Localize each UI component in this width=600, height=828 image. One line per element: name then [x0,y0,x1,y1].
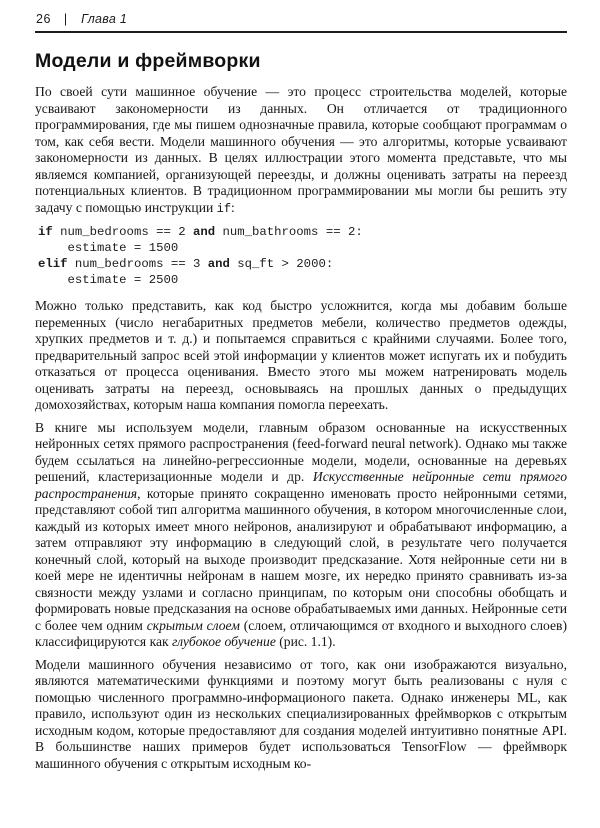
page-header [35,12,567,26]
code-line-4 [38,272,567,288]
code-keyword-and: and [207,257,230,271]
chapter-label: Глава 1 [81,12,128,26]
code-text: sq_ft > 2000: [229,257,334,271]
section-title: Модели и фреймворки [35,50,261,72]
code-text: num_bedrooms == 3 [67,257,208,271]
italic-term-deep-learning: глубокое обучение [172,634,276,649]
header-rule [35,31,567,33]
paragraph-frameworks [35,657,567,773]
text-segment: : [231,199,235,215]
paragraph-intro [35,84,567,217]
code-line-2 [38,240,567,256]
header-separator: | [63,12,68,26]
text-segment: (слоем, отличающимся от входного и выходного слоев) классифицируются как [35,617,567,649]
paragraph-neural-networks [35,420,567,651]
code-text: estimate = 1500 [38,241,179,255]
italic-term-hidden-layer: скрытым слоем [146,617,240,633]
code-block [38,224,567,288]
text-segment: Можно только представить, как код быстро усложнится, когда мы добавим больше переменных (число негабаритных предметов мебели, количество предметов одежды, хрупких предметов и т. д.) и попытаемся справиться с крайними случаями. Более того, предварительный запрос всей этой информации у клиентов может испугать их и побудить отказаться от процесса оценивания. Вместо этого мы можем натренировать модель оценивать затраты на переезд, основываясь на прошлых данных о предыдущих домохозяйствах, которым наша компания помогла переехать. [35,298,567,412]
code-line-3 [38,256,567,272]
text-segment: В книге мы используем модели, главным образом основанные на искусственных нейронных сетях прямого распространения (feed-forward neural network). Однако мы также будем ссылаться на линейно-регрессионные модели, модели, основанные на деревьях решений, кластеризационные модели и др. [35,419,567,484]
text-segment: Модели машинного обучения независимо от того, как они изображаются визуально, являются математическими функциями и поэтому могут быть реализованы с нуля с помощью численного программно-информационого пакета. Однако инженеры ML, как правило, используют один из нескольких специализированных фреймворков с открытым исходным кодом, которые предоставляют для создания моделей интуитивно понятные API. В большинстве наших примеров будет использоваться TensorFlow — фреймворк машинного обучения с открытым исходным ко- [35,656,567,771]
paragraph-code-complexity [35,298,567,414]
italic-term-feed-forward-networks: Искусственные нейронные сети прямого распространения [35,469,567,501]
text-segment: (рис. 1.1). [275,634,336,649]
code-keyword-and: and [192,225,216,239]
inline-code-if: if [216,201,232,216]
code-line-1 [38,224,567,240]
page-number: 26 [36,12,51,26]
code-text: num_bedrooms == 2 [52,225,193,239]
code-keyword-elif: elif [38,257,68,271]
code-text: num_bathrooms == 2: [215,225,363,239]
text-segment: , которые принято сокращенно именовать просто нейронными сетями, представляют собой тип алгоритма машинного обучения, в котором многочисленные слои, каждый из которых имеет много нейронов, анализируют и обрабатывают информацию, а затем отправляют эту информацию в следующий слой, в результате чего получается конечный слой, который на выходе производит предсказание. Хотя нейронные сети ни в коей мере не идентичны нейронам в нашем мозге, их нередко принято сравнивать из-за связности между узлами и согласно принципам, по которым они способны обобщать и формировать новые предсказания на основе обрабатываемых ими данных. Нейронные сети с более чем одним [35,485,567,633]
text-segment: По своей сути машинное обучение — это процесс строительства моделей, которые усваивают закономерности из данных. Он отличается от традиционного программирования, где мы пишем однозначные правила, которые сообщают программам о том, как себя вести. Модели машинного обучения — это алгоритмы, которые усваивают закономерности из данных. В целях иллюстрации этого момента представьте, что мы являемся компанией, организующей переезды, и должны оценивать затраты на переезд потенциальных клиентов. В традиционном программировании мы могли бы решить эту задачу с помощью инструкции [35,84,567,215]
code-text: estimate = 2500 [38,273,179,287]
code-keyword-if: if [38,225,53,239]
